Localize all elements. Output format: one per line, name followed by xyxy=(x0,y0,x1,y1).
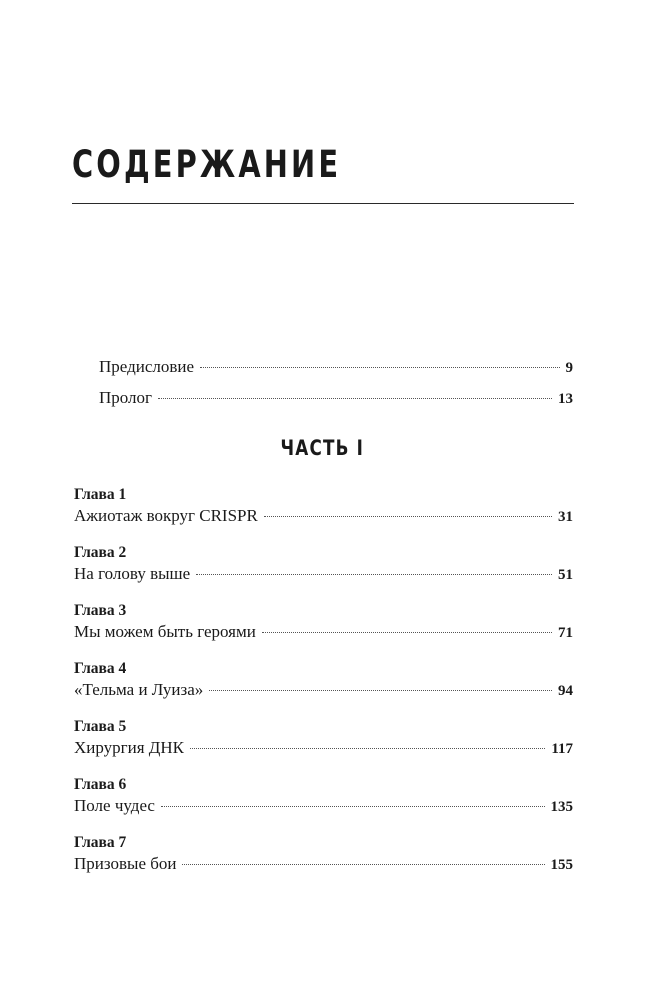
toc-page-number: 13 xyxy=(558,391,573,407)
toc-leader-dots xyxy=(161,806,545,807)
toc-page-number: 94 xyxy=(558,683,573,699)
toc-entry-chapter-4[interactable] xyxy=(74,680,573,700)
toc-leader-dots xyxy=(264,516,552,517)
toc-entry-label: Хирургия ДНК xyxy=(74,738,185,757)
chapter-number: Глава 6 xyxy=(74,776,127,793)
title-rule xyxy=(72,203,574,204)
chapter-number: Глава 3 xyxy=(74,602,127,619)
toc-entry-prologue[interactable] xyxy=(99,388,573,408)
toc-entry-label: Призовые бои xyxy=(74,854,177,873)
toc-leader-dots xyxy=(196,574,552,575)
page-title: СОДЕРЖАНИЕ xyxy=(72,143,342,186)
toc-leader-dots xyxy=(209,690,552,691)
toc-page-number: 135 xyxy=(550,799,573,815)
toc-entry-label: Ажиотаж вокруг CRISPR xyxy=(74,506,258,525)
toc-page-number: 155 xyxy=(550,857,573,873)
chapter-number: Глава 2 xyxy=(74,544,127,561)
toc-entry-label: «Тельма и Луиза» xyxy=(74,680,204,699)
toc-page-number: 71 xyxy=(558,625,573,641)
toc-entry-preface[interactable] xyxy=(99,357,573,377)
toc-page-number: 9 xyxy=(565,360,573,376)
toc-entry-label: На голову выше xyxy=(74,564,191,583)
toc-entry-chapter-2[interactable] xyxy=(74,564,573,584)
part-heading: ЧАСТЬ I xyxy=(280,436,365,460)
toc-leader-dots xyxy=(158,398,552,399)
chapter-number: Глава 4 xyxy=(74,660,127,677)
toc-leader-dots xyxy=(262,632,552,633)
toc-leader-dots xyxy=(190,748,545,749)
toc-entry-chapter-7[interactable] xyxy=(74,854,573,874)
toc-entry-label: Мы можем быть героями xyxy=(74,622,256,641)
toc-entry-chapter-5[interactable] xyxy=(74,738,573,758)
toc-entry-label: Предисловие xyxy=(99,357,195,376)
toc-leader-dots xyxy=(200,367,559,368)
toc-page-number: 51 xyxy=(558,567,573,583)
toc-leader-dots xyxy=(182,864,544,865)
chapter-number: Глава 7 xyxy=(74,834,127,851)
chapter-number: Глава 5 xyxy=(74,718,127,735)
toc-entry-label: Пролог xyxy=(99,388,153,407)
toc-entry-chapter-3[interactable] xyxy=(74,622,573,642)
chapter-number: Глава 1 xyxy=(74,486,127,503)
toc-entry-chapter-1[interactable] xyxy=(74,506,573,526)
toc-entry-chapter-6[interactable] xyxy=(74,796,573,816)
toc-page-number: 31 xyxy=(558,509,573,525)
toc-entry-label: Поле чудес xyxy=(74,796,155,815)
toc-page-number: 117 xyxy=(551,741,573,757)
